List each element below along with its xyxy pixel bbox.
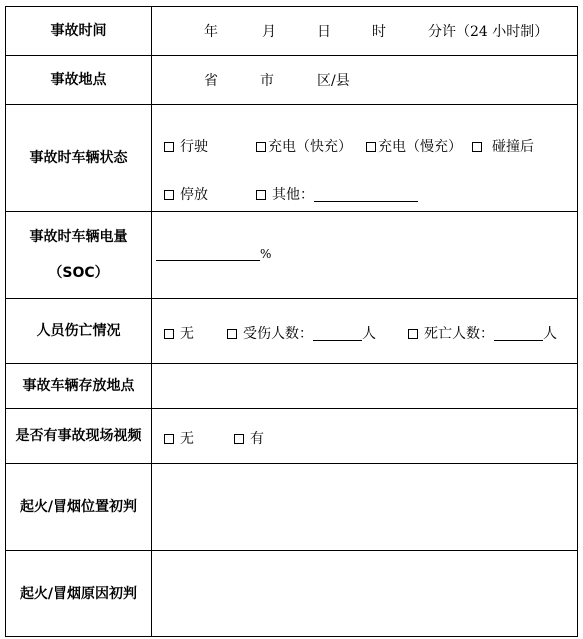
month-unit: 月 [262, 24, 276, 40]
row-fire-cause [6, 551, 578, 637]
casualty-option-injured[interactable]: 受伤人数： 人 [227, 323, 376, 343]
year-unit: 年 [204, 24, 218, 40]
checkbox-icon[interactable] [366, 142, 376, 152]
casualty-option-dead[interactable]: 死亡人数： 人 [408, 323, 557, 343]
status-option-parked[interactable]: 停放 [164, 184, 208, 204]
minute-unit: 分许（24 小时制） [428, 24, 549, 40]
soc-unit: % [260, 247, 272, 261]
checkbox-icon[interactable] [234, 434, 244, 444]
checkbox-icon[interactable] [227, 329, 237, 339]
city-unit: 市 [260, 73, 274, 89]
label-accident-time: 事故时间 [6, 7, 152, 56]
soc-blank[interactable] [156, 246, 260, 261]
video-option-yes[interactable]: 有 [234, 428, 264, 448]
status-option-driving[interactable]: 行驶 [164, 136, 208, 156]
row-fire-position [6, 464, 578, 551]
row-storage-location [6, 364, 578, 409]
label-casualties: 人员伤亡情况 [6, 299, 152, 364]
vehicle-status-field [152, 105, 578, 212]
fire-position-field[interactable] [152, 464, 578, 551]
checkbox-icon[interactable] [164, 190, 174, 200]
checkbox-icon[interactable] [164, 142, 174, 152]
label-fire-cause: 起火/冒烟原因初判 [6, 551, 152, 637]
checkbox-icon[interactable] [164, 329, 174, 339]
checkbox-icon[interactable] [164, 434, 174, 444]
label-fire-position: 起火/冒烟位置初判 [6, 464, 152, 551]
row-casualties [6, 299, 578, 364]
checkbox-icon[interactable] [408, 329, 418, 339]
province-unit: 省 [204, 73, 218, 89]
injured-count-blank[interactable] [313, 326, 362, 341]
checkbox-icon[interactable] [256, 190, 266, 200]
label-vehicle-status: 事故时车辆状态 [6, 105, 152, 212]
casualty-option-none[interactable]: 无 [164, 323, 194, 343]
accident-place-field[interactable] [152, 56, 578, 105]
label-soc-line1: 事故时车辆电量 [29, 229, 128, 245]
accident-time-field[interactable] [152, 7, 578, 56]
row-accident-place [6, 56, 578, 105]
row-scene-video [6, 409, 578, 464]
status-option-fast-charging[interactable]: 充电（快充） [256, 136, 352, 156]
label-vehicle-soc [6, 212, 152, 299]
label-accident-place: 事故地点 [6, 56, 152, 105]
status-option-other[interactable]: 其他： [256, 184, 418, 204]
other-status-blank[interactable] [314, 187, 418, 202]
day-unit: 日 [317, 24, 331, 40]
row-accident-time [6, 7, 578, 56]
scene-video-field [152, 409, 578, 464]
vehicle-soc-field[interactable] [152, 212, 578, 299]
status-option-after-collision[interactable]: 碰撞后 [472, 136, 534, 156]
casualties-field [152, 299, 578, 364]
status-option-slow-charging[interactable]: 充电（慢充） [366, 136, 462, 156]
dead-count-blank[interactable] [494, 326, 543, 341]
district-unit: 区/县 [317, 73, 350, 89]
checkbox-icon[interactable] [256, 142, 266, 152]
report-table [5, 6, 578, 637]
label-scene-video: 是否有事故现场视频 [6, 409, 152, 464]
label-soc-line2: （SOC） [48, 265, 109, 281]
checkbox-icon[interactable] [472, 142, 482, 152]
video-option-no[interactable]: 无 [164, 428, 194, 448]
hour-unit: 时 [372, 24, 386, 40]
fire-cause-field[interactable] [152, 551, 578, 637]
storage-location-field[interactable] [152, 364, 578, 409]
row-vehicle-status [6, 105, 578, 212]
row-vehicle-soc [6, 212, 578, 299]
label-storage-location: 事故车辆存放地点 [6, 364, 152, 409]
